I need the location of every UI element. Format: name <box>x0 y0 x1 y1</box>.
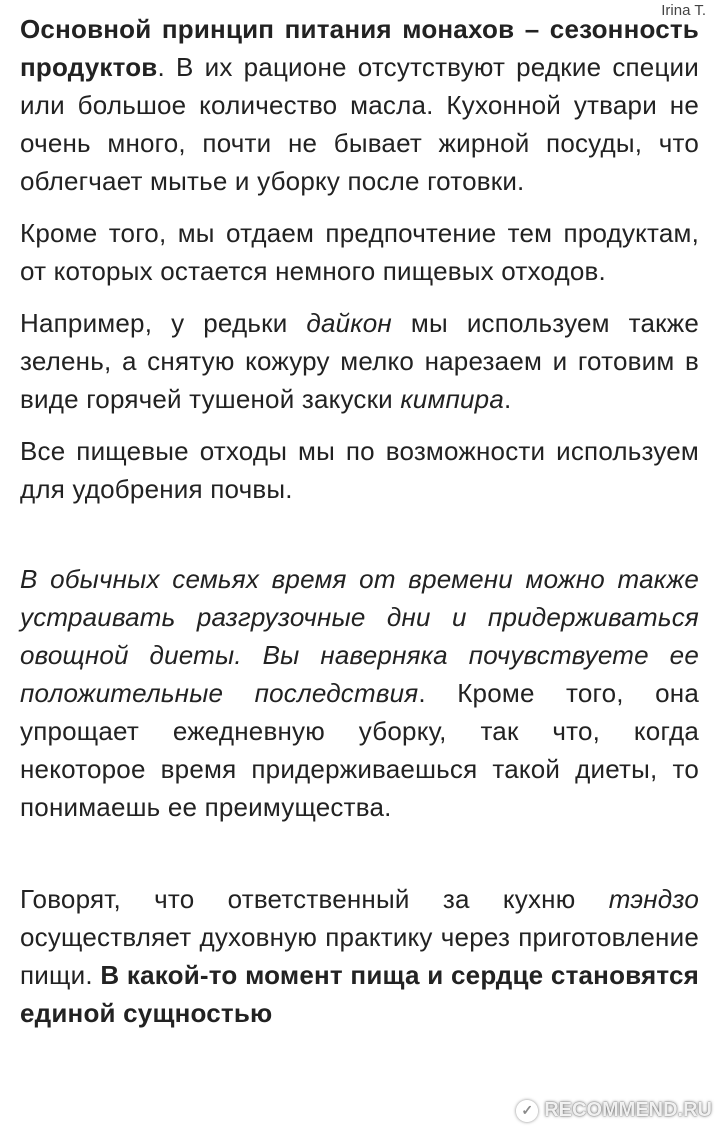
watermark-text: RECOMMEND.RU <box>544 1099 712 1121</box>
paragraph-6-text-b: осуществляет духовную практику через приготовление пищи. <box>20 922 699 990</box>
paragraph-5 <box>20 560 699 826</box>
paragraph-1-bold: Основной принцип питания монахов – сезонность продуктов <box>20 14 699 82</box>
paragraph-3-italic-1: дайкон <box>306 308 392 338</box>
author-name: Irina T. <box>661 2 706 19</box>
paragraph-6 <box>20 880 699 1032</box>
paragraph-1-text: . В их рационе отсутствуют редкие специи или большое количество масла. Кухонной утвари не очень много, почти не бывает жирной посуды, что облегчает мытье и уборку после готовки. <box>20 52 699 196</box>
site-watermark <box>516 1099 712 1122</box>
paragraph-5-italic: В обычных семьях время от времени можно также устраивать разгрузочные дни и придерживаться овощной диеты. Вы наверняка почувствуете ее положительные последствия <box>20 564 699 708</box>
paragraph-6-text-a: Говорят, что ответственный за кухню <box>20 884 609 914</box>
paragraph-3 <box>20 304 699 418</box>
article-body <box>20 10 699 1046</box>
paragraph-3-text-a: Например, у редьки <box>20 308 307 338</box>
recommend-logo-icon: ✓ <box>516 1100 538 1122</box>
paragraph-3-text-c: . <box>503 384 512 414</box>
paragraph-6-bold: В какой-то момент пища и сердце становятся единой сущностью <box>20 960 699 1028</box>
paragraph-3-text-b: мы используем также зелень, а снятую кожуру мелко нарезаем и готовим в виде горячей тушеной закуски <box>20 308 699 414</box>
paragraph-3-italic-2: кимпира <box>400 384 504 414</box>
paragraph-1 <box>20 10 699 200</box>
paragraph-6-italic: тэндзо <box>608 884 699 914</box>
paragraph-4: Все пищевые отходы мы по возможности используем для удобрения почвы. <box>20 436 699 504</box>
paragraph-2: Кроме того, мы отдаем предпочтение тем продуктам, от которых остается немного пищевых отходов. <box>20 218 699 286</box>
paragraph-5-text: . Кроме того, она упрощает ежедневную уборку, так что, когда некоторое время придерживаешься такой диеты, то понимаешь ее преимущества. <box>20 678 699 822</box>
